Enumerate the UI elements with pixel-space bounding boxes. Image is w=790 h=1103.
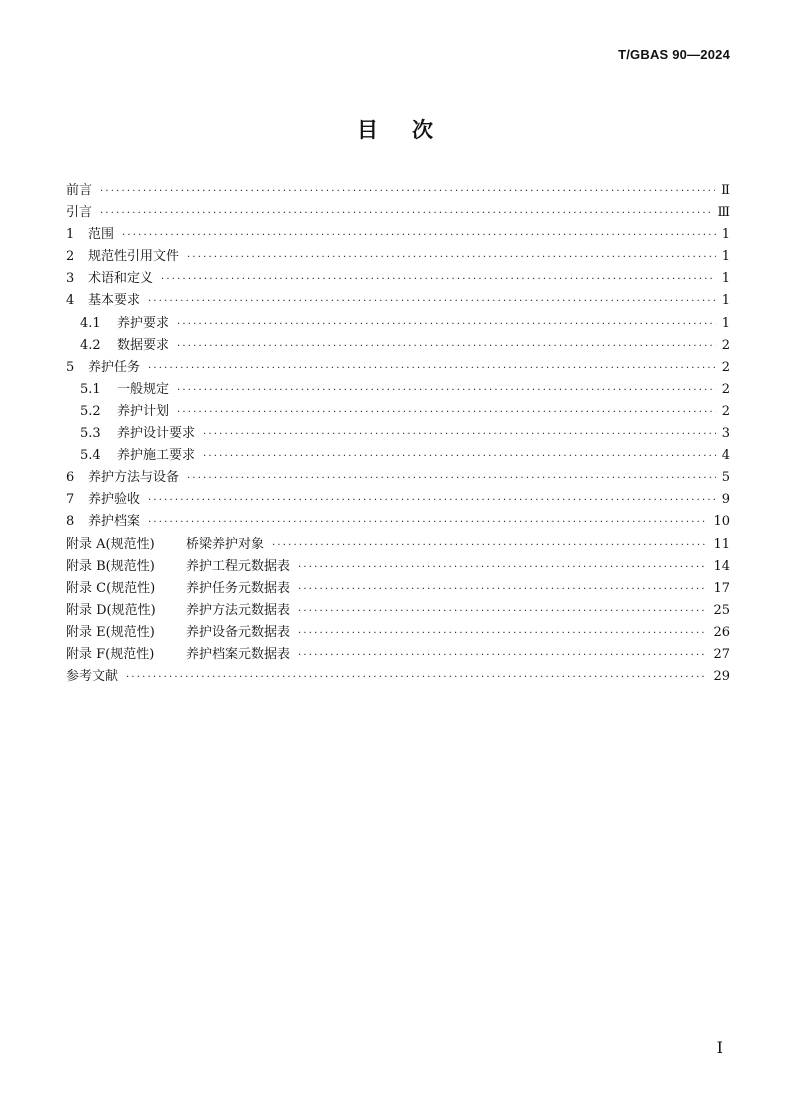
toc-section-number: 5 xyxy=(66,359,75,375)
dot-leader xyxy=(177,402,716,424)
dot-leader xyxy=(298,579,707,601)
toc-entry-title: 养护档案元数据表 xyxy=(186,646,291,662)
toc-section-number: 2 xyxy=(66,249,75,265)
toc-page-number: 10 xyxy=(713,514,730,530)
toc-entry-title: 养护施工要求 xyxy=(117,448,196,464)
toc-page-number: 1 xyxy=(721,293,730,309)
toc-page-number: Ⅱ xyxy=(721,183,730,198)
toc-annex-label: 附录 A(规范性) xyxy=(66,536,155,552)
toc-section-number: 4.1 xyxy=(80,315,101,331)
page-title xyxy=(0,114,790,144)
dot-leader xyxy=(298,557,707,579)
toc-entry-title: 前言 xyxy=(66,183,93,198)
toc-section-number: 5.2 xyxy=(80,403,101,419)
dot-leader xyxy=(148,490,716,512)
dot-leader xyxy=(122,225,716,247)
toc-entry-title: 引言 xyxy=(66,205,93,221)
toc-page-number: 2 xyxy=(721,403,730,419)
toc-page-number: 1 xyxy=(721,315,730,331)
toc-section-number: 8 xyxy=(66,514,75,530)
toc-page-number: 17 xyxy=(713,580,730,596)
toc-page-number: 2 xyxy=(721,381,730,397)
toc-entry[interactable] xyxy=(66,622,730,644)
dot-leader xyxy=(298,601,707,623)
toc-entry[interactable] xyxy=(66,180,730,202)
toc-page-number: 14 xyxy=(713,558,730,574)
page-title-char-2: 次 xyxy=(412,118,433,142)
toc-entry-title: 养护任务 xyxy=(88,359,141,375)
toc-entry-title: 范围 xyxy=(88,227,115,243)
toc-entry-title: 养护档案 xyxy=(88,514,141,530)
toc-page-number: 1 xyxy=(721,227,730,243)
toc-entry[interactable] xyxy=(66,246,730,268)
dot-leader xyxy=(272,535,707,557)
toc-page-number: 1 xyxy=(721,271,730,287)
dot-leader xyxy=(177,380,716,402)
toc-page-number: 9 xyxy=(721,492,730,508)
page-title-char-1: 目 xyxy=(357,118,378,142)
dot-leader xyxy=(126,667,707,689)
toc-entry[interactable] xyxy=(66,467,730,489)
toc-entry[interactable] xyxy=(66,313,730,335)
toc-entry[interactable] xyxy=(66,556,730,578)
toc-section-number: 6 xyxy=(66,470,75,486)
toc-entry-title: 养护设备元数据表 xyxy=(186,624,291,640)
toc-page-number: 2 xyxy=(721,359,730,375)
toc-page-number: 11 xyxy=(713,536,730,552)
toc-entry-title: 参考文献 xyxy=(66,669,119,685)
toc-entry[interactable] xyxy=(66,578,730,600)
toc-annex-label: 附录 B(规范性) xyxy=(66,558,155,574)
toc-entry-title: 养护要求 xyxy=(117,315,170,331)
toc-entry[interactable] xyxy=(66,224,730,246)
table-of-contents xyxy=(66,180,730,688)
toc-page-number: 3 xyxy=(721,426,730,442)
toc-entry[interactable] xyxy=(66,644,730,666)
dot-leader xyxy=(187,468,716,490)
toc-entry-title: 术语和定义 xyxy=(88,271,154,287)
dot-leader xyxy=(187,247,716,269)
toc-entry-title: 养护工程元数据表 xyxy=(186,558,291,574)
dot-leader xyxy=(203,446,716,468)
toc-entry-title: 养护方法元数据表 xyxy=(186,602,291,618)
toc-entry[interactable] xyxy=(66,268,730,290)
toc-entry-title: 养护方法与设备 xyxy=(88,470,180,486)
dot-leader xyxy=(100,203,711,225)
toc-entry[interactable] xyxy=(66,290,730,312)
toc-entry[interactable] xyxy=(66,423,730,445)
document-id: T/GBAS 90—2024 xyxy=(618,47,730,62)
dot-leader xyxy=(100,181,715,203)
toc-section-number: 4.2 xyxy=(80,337,101,353)
dot-leader xyxy=(148,512,707,534)
dot-leader xyxy=(177,336,716,358)
toc-page-number: 5 xyxy=(721,470,730,486)
toc-section-number: 1 xyxy=(66,227,75,243)
toc-entry-title: 养护任务元数据表 xyxy=(186,580,291,596)
toc-entry-title: 一般规定 xyxy=(117,381,170,397)
dot-leader xyxy=(148,291,716,313)
toc-entry[interactable] xyxy=(66,489,730,511)
toc-section-number: 5.3 xyxy=(80,426,101,442)
toc-section-number: 3 xyxy=(66,271,75,287)
toc-entry[interactable] xyxy=(66,335,730,357)
dot-leader xyxy=(298,623,707,645)
dot-leader xyxy=(161,269,716,291)
dot-leader xyxy=(148,358,716,380)
toc-entry[interactable] xyxy=(66,511,730,533)
toc-entry[interactable] xyxy=(66,379,730,401)
toc-section-number: 5.4 xyxy=(80,448,101,464)
toc-page-number: 27 xyxy=(713,646,730,662)
toc-entry[interactable] xyxy=(66,600,730,622)
toc-annex-label: 附录 F(规范性) xyxy=(66,646,155,662)
toc-entry[interactable] xyxy=(66,202,730,224)
toc-annex-label: 附录 C(规范性) xyxy=(66,580,156,596)
page-number: I xyxy=(716,1038,723,1057)
toc-entry-title: 数据要求 xyxy=(117,337,170,353)
toc-page-number: 25 xyxy=(713,602,730,618)
toc-entry-title: 养护计划 xyxy=(117,403,170,419)
toc-entry-title: 养护设计要求 xyxy=(117,426,196,442)
toc-entry-title: 规范性引用文件 xyxy=(88,249,180,265)
toc-entry[interactable] xyxy=(66,401,730,423)
toc-entry[interactable] xyxy=(66,445,730,467)
toc-section-number: 7 xyxy=(66,492,75,508)
toc-section-number: 4 xyxy=(66,293,75,309)
dot-leader xyxy=(298,645,707,667)
toc-entry[interactable] xyxy=(66,357,730,379)
toc-page-number: 26 xyxy=(713,624,730,640)
toc-entry-title: 养护验收 xyxy=(88,492,141,508)
toc-entry-title: 桥梁养护对象 xyxy=(186,536,265,552)
toc-annex-label: 附录 D(规范性) xyxy=(66,602,156,618)
toc-entry[interactable] xyxy=(66,534,730,556)
toc-entry-title: 基本要求 xyxy=(88,293,141,309)
toc-entry[interactable] xyxy=(66,666,730,688)
toc-page-number: 2 xyxy=(721,337,730,353)
dot-leader xyxy=(203,424,716,446)
toc-page-number: Ⅲ xyxy=(717,205,730,221)
toc-section-number: 5.1 xyxy=(80,381,101,397)
toc-page-number: 29 xyxy=(713,669,730,685)
toc-page-number: 4 xyxy=(721,448,730,464)
dot-leader xyxy=(177,314,716,336)
toc-annex-label: 附录 E(规范性) xyxy=(66,624,155,640)
toc-page-number: 1 xyxy=(721,249,730,265)
